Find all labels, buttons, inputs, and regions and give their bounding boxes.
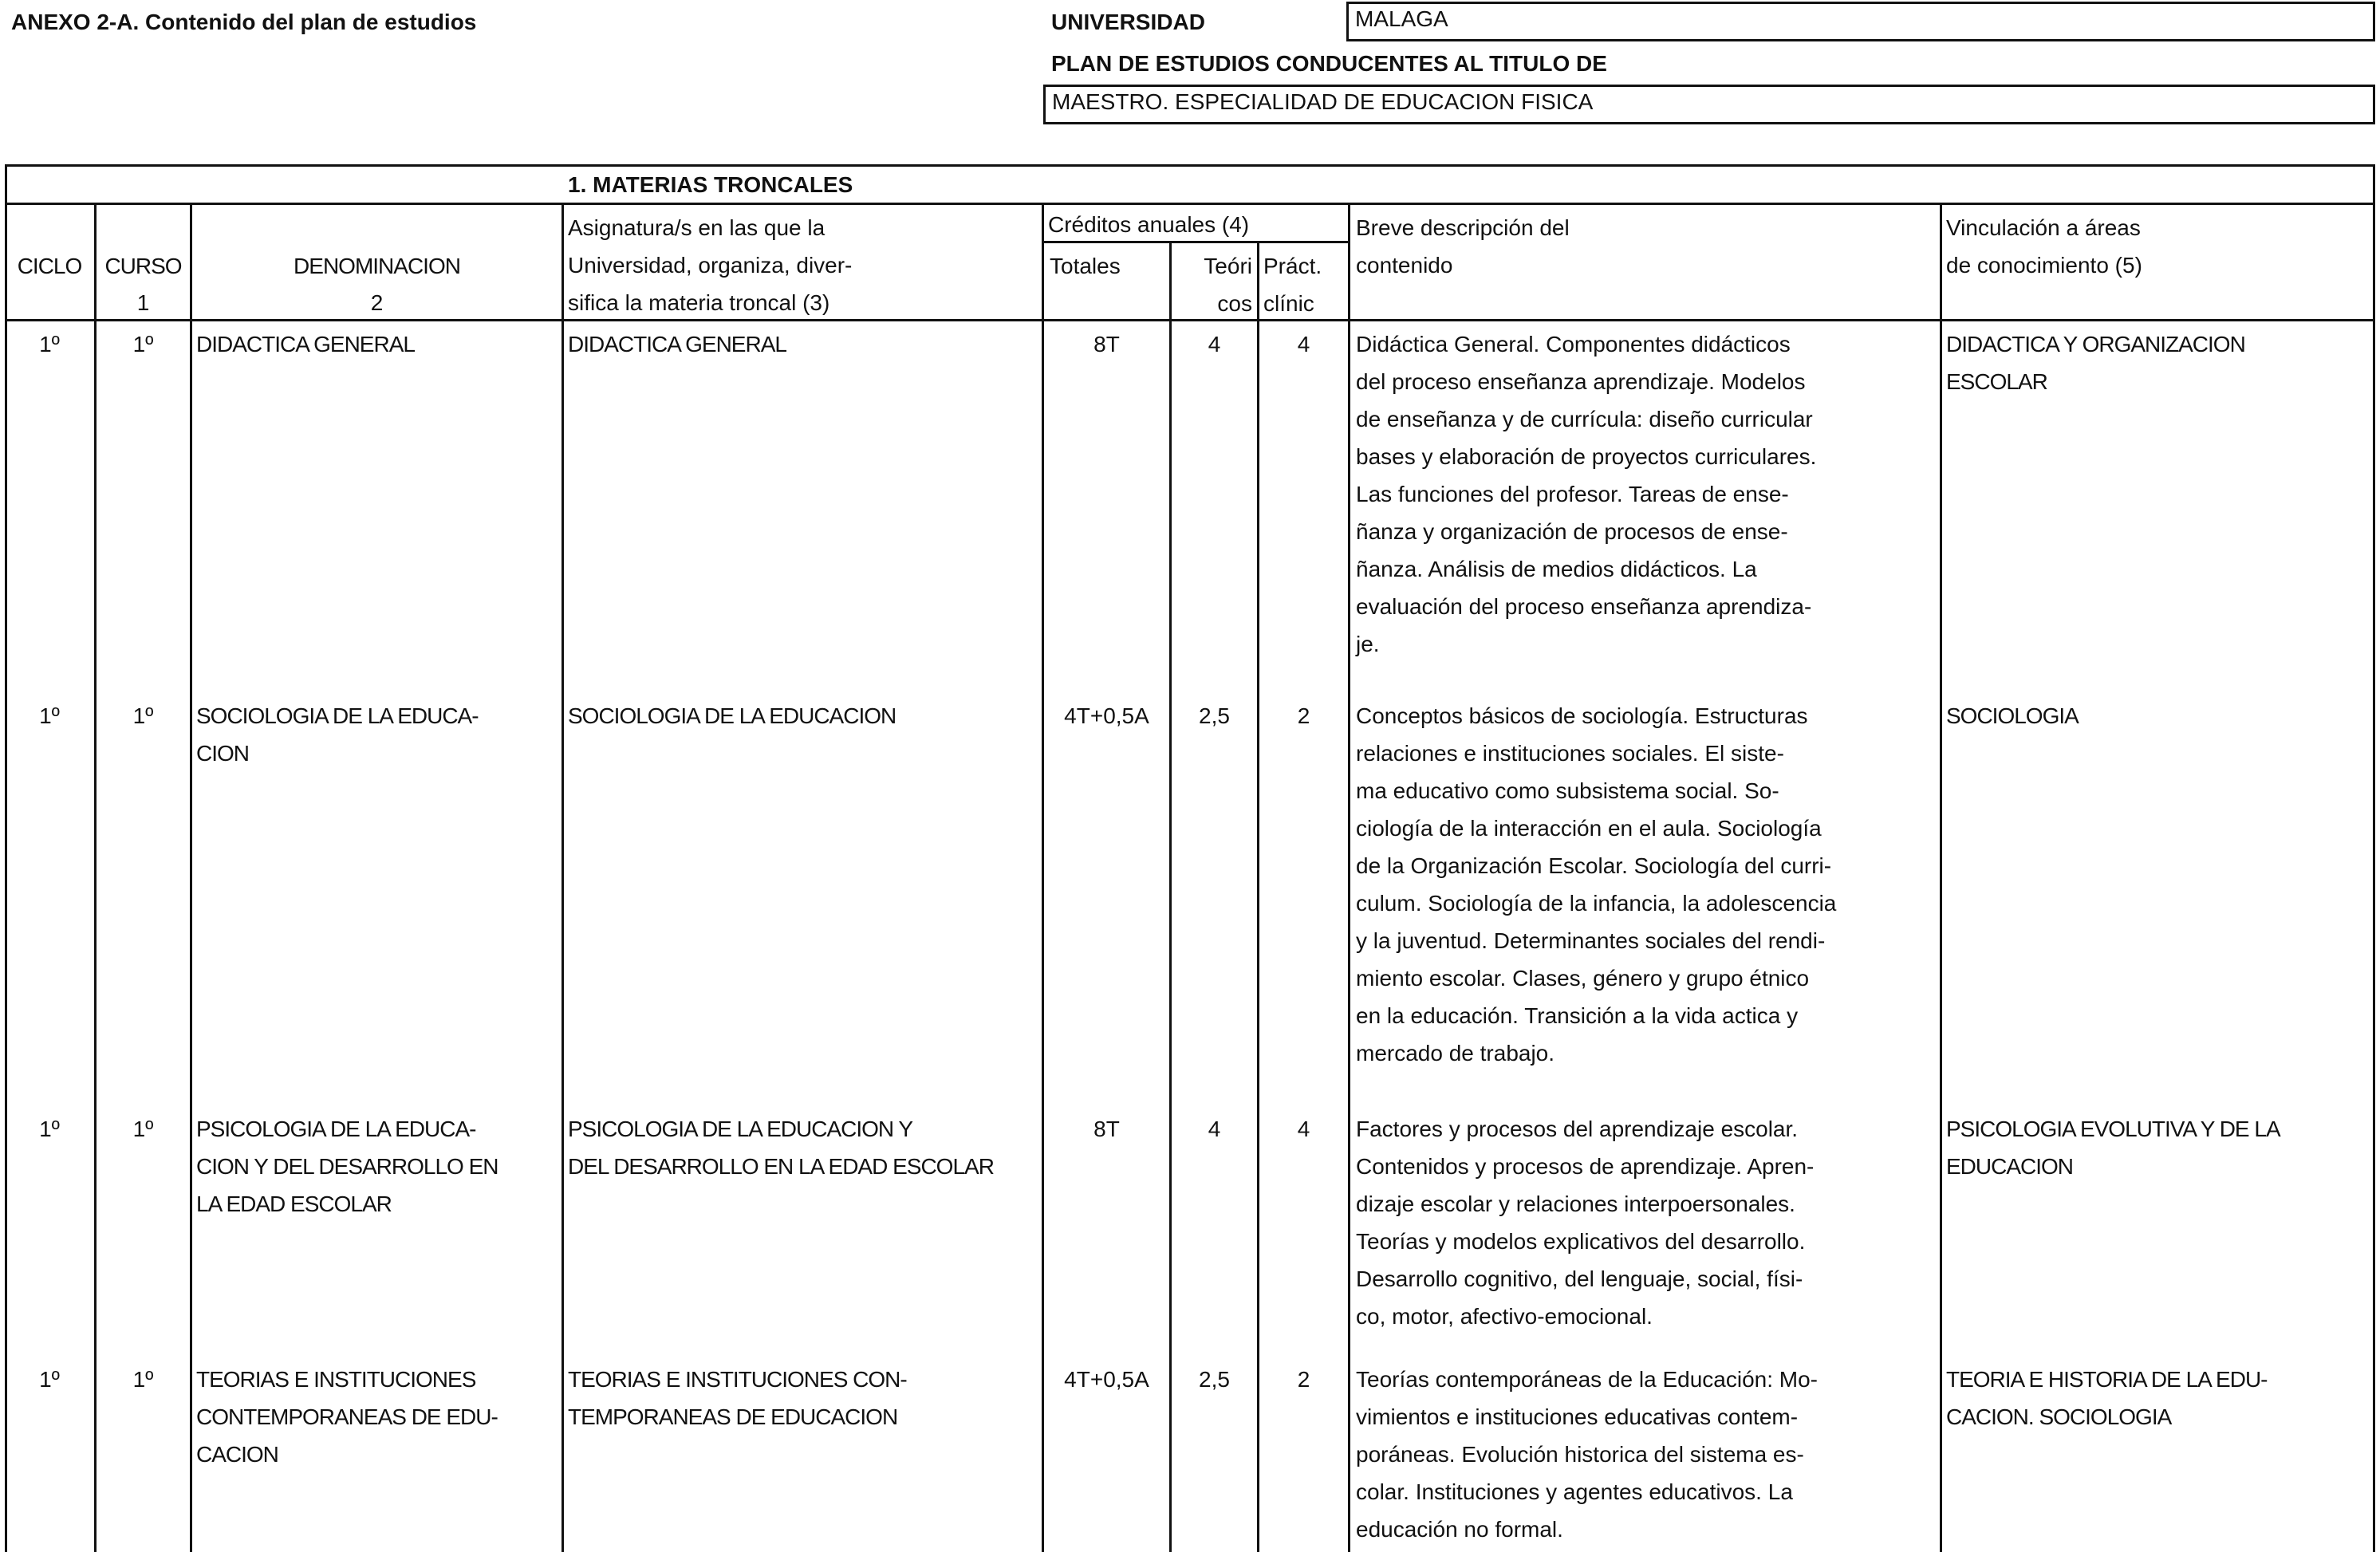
degree-value: MAESTRO. ESPECIALIDAD DE EDUCACION FISICA <box>1052 89 1594 114</box>
section-title: 1. MATERIAS TRONCALES <box>568 172 853 197</box>
cell-practicos: 4 <box>1297 332 1310 356</box>
cell-vinculacion: TEORIA E HISTORIA DE LA EDU- CACION. SOCIOLOGIA <box>1946 1367 2268 1429</box>
col-sep-totales <box>1169 241 1172 1552</box>
col-header-descripcion: Breve descripción del contenido <box>1356 215 1570 278</box>
cell-ciclo: 1º <box>39 703 60 728</box>
col-header-denominacion-num: 2 <box>370 290 384 315</box>
cell-denominacion: DIDACTICA GENERAL <box>196 332 415 356</box>
cell-descripcion: Didáctica General. Componentes didácticos del proceso enseñanza aprendizaje. Modelos de enseñanza y de currícula: diseño curricular bases y elaboración de proyectos curriculares. Las funciones del profesor. Tareas de ense- ñanza y organización de procesos de ense- ñanza. Análisis de medios didácticos. La evaluación del proceso enseñanza aprendiza- je. <box>1356 332 1817 656</box>
cell-teoricos: 2,5 <box>1199 703 1230 728</box>
annex-title: ANEXO 2-A. Contenido del plan de estudios <box>11 10 477 34</box>
cell-denominacion: PSICOLOGIA DE LA EDUCA- CION Y DEL DESARROLLO EN LA EDAD ESCOLAR <box>196 1117 498 1216</box>
col-sep-denominacion <box>562 203 564 1552</box>
cell-practicos: 4 <box>1297 1117 1310 1141</box>
plan-label: PLAN DE ESTUDIOS CONDUCENTES AL TITULO DE <box>1051 51 1607 76</box>
university-value: MALAGA <box>1355 6 1448 31</box>
cell-vinculacion: DIDACTICA Y ORGANIZACION ESCOLAR <box>1946 332 2245 394</box>
cell-descripcion: Conceptos básicos de sociología. Estructuras relaciones e instituciones sociales. El siste- ma educativo como subsistema social. So- ciología de la interacción en el aula. Sociología de la Organización Escolar. Sociología del curri- culum. Sociología de la infancia, la adolescencia y la juventud. Determinantes sociales del rendi- miento escolar. Clases, género y grupo étnico en la educación. Transición a la vida actica y mercado de trabajo. <box>1356 703 1837 1066</box>
table-top-border <box>5 164 2375 167</box>
cell-asignatura: DIDACTICA GENERAL <box>568 332 786 356</box>
cell-descripcion: Factores y procesos del aprendizaje escolar. Contenidos y procesos de aprendizaje. Apren- dizaje escolar y relaciones interpoersonales. Teorías y modelos explicativos del desarrollo. Desarrollo cognitivo, del lenguaje, social, físi- co, motor, afectivo-emocional. <box>1356 1117 1815 1329</box>
cell-teoricos: 4 <box>1208 332 1221 356</box>
col-sep-curso <box>190 203 192 1552</box>
cell-curso: 1º <box>132 332 154 356</box>
cell-ciclo: 1º <box>39 1117 60 1141</box>
table-left-border <box>5 164 7 1552</box>
cell-totales: 8T <box>1093 1117 1120 1141</box>
cell-totales: 4T+0,5A <box>1064 703 1149 728</box>
col-header-asignatura: Asignatura/s en las que la Universidad, organiza, diver- sifica la materia troncal (3) <box>568 215 853 315</box>
cell-descripcion: Teorías contemporáneas de la Educación: Mo- vimientos e instituciones educativas contem- poráneas. Evolución historica del sistema es- colar. Instituciones y agentes educativos. La educación no formal. <box>1356 1367 1818 1542</box>
col-header-curso: CURSO <box>104 254 182 278</box>
col-header-teoricos: Teóri cos <box>1204 254 1252 316</box>
col-header-totales: Totales <box>1050 254 1121 278</box>
cell-practicos: 2 <box>1297 703 1310 728</box>
table-right-border <box>2373 164 2375 1552</box>
cell-asignatura: SOCIOLOGIA DE LA EDUCACION <box>568 703 896 728</box>
col-header-ciclo: CICLO <box>17 254 82 278</box>
cell-teoricos: 2,5 <box>1199 1367 1230 1392</box>
cell-totales: 8T <box>1093 332 1120 356</box>
col-sep-asignatura <box>1042 203 1044 1552</box>
col-header-curso-num: 1 <box>136 290 150 315</box>
cell-curso: 1º <box>132 1367 154 1392</box>
col-header-practicos: Práct. clínic <box>1263 254 1322 316</box>
cell-teoricos: 4 <box>1208 1117 1221 1141</box>
degree-field <box>1043 85 2375 124</box>
cell-asignatura: PSICOLOGIA DE LA EDUCACION Y DEL DESARROLLO EN LA EDAD ESCOLAR <box>568 1117 994 1179</box>
cell-ciclo: 1º <box>39 1367 60 1392</box>
col-sep-creditos <box>1348 203 1350 1552</box>
cell-vinculacion: PSICOLOGIA EVOLUTIVA Y DE LA EDUCACION <box>1946 1117 2280 1179</box>
col-sep-ciclo <box>94 203 97 1552</box>
col-header-creditos: Créditos anuales (4) <box>1048 212 1250 237</box>
col-sep-teoricos <box>1257 241 1259 1552</box>
cell-ciclo: 1º <box>39 332 60 356</box>
cell-denominacion: SOCIOLOGIA DE LA EDUCA- CION <box>196 703 479 766</box>
col-sep-descripcion <box>1940 203 1942 1552</box>
university-label: UNIVERSIDAD <box>1051 10 1205 34</box>
col-header-denominacion: DENOMINACION <box>294 254 460 278</box>
university-field <box>1346 2 2375 41</box>
cell-totales: 4T+0,5A <box>1064 1367 1149 1392</box>
cell-practicos: 2 <box>1297 1367 1310 1392</box>
cell-curso: 1º <box>132 703 154 728</box>
col-header-vinculacion: Vinculación a áreas de conocimiento (5) <box>1946 215 2142 278</box>
cell-asignatura: TEORIAS E INSTITUCIONES CON- TEMPORANEAS DE EDUCACION <box>568 1367 907 1429</box>
cell-vinculacion: SOCIOLOGIA <box>1946 703 2079 728</box>
cell-denominacion: TEORIAS E INSTITUCIONES CONTEMPORANEAS DE EDU- CACION <box>196 1367 498 1467</box>
cell-curso: 1º <box>132 1117 154 1141</box>
title-bottom-border <box>5 203 2375 205</box>
